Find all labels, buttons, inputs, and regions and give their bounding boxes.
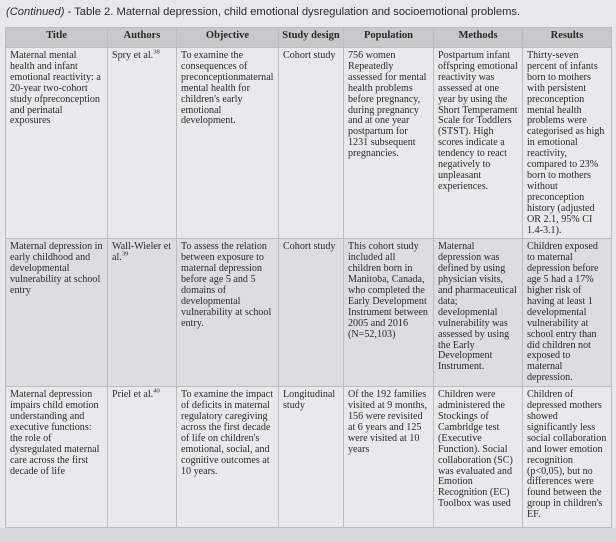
reference-number: 39: [121, 250, 129, 258]
cell-title: Maternal depression in early childhood and developmental vulnerability at school entry: [6, 239, 108, 387]
cell-objective: To examine the consequences of preconceptionmaternal mental health for children's early emotional development.: [177, 48, 279, 239]
cell-results: Children exposed to maternal depression before age 5 had a 17% higher risk of having at least 1 developmental vulnerability at school entry than did children not exposed to maternal depression.: [523, 239, 612, 387]
cell-authors: [108, 48, 177, 239]
header-population: Population: [344, 28, 434, 48]
authors-name: Priel et al.: [112, 389, 154, 401]
cell-study-design: Cohort study: [279, 239, 344, 387]
cell-population: 756 women Repeatedly assessed for mental health problems before pregnancy, during pregnancy and at one year postpartum for 1231 subsequent pregnancies.: [344, 48, 434, 239]
cell-objective: To examine the impact of deficits in maternal regulatory caregiving across the first decade of life on children's emotional, social, and cognitive outcomes at 10 years.: [177, 387, 279, 528]
table-caption: [0, 0, 616, 27]
cell-title: Maternal mental health and infant emotional reactivity: a 20-year two-cohort study ofpreconception and perinatal exposures: [6, 48, 108, 239]
authors-name: Spry et al.: [112, 50, 154, 61]
cell-objective: To assess the relation between exposure to maternal depression before age 5 and 5 domains of developmental vulnerability at school entry.: [177, 239, 279, 387]
reference-number: 40: [153, 387, 160, 395]
table-title: - Table 2. Maternal depression, child emotional dysregulation and socioemotional problems.: [64, 6, 521, 18]
table-row: [6, 387, 612, 528]
header-authors: Authors: [108, 28, 177, 48]
data-table: [5, 27, 612, 528]
cell-authors: [108, 387, 177, 528]
page-bottom-divider: [0, 528, 616, 542]
reference-number: 38: [153, 48, 160, 56]
header-title: Title: [6, 28, 108, 48]
continued-label: (Continued): [6, 6, 65, 18]
table-header-row: [6, 28, 612, 48]
cell-results: Children of depressed mothers showed significantly less social collaboration and lower emotion recognition (p<0,05), but no differences were found between the group in children's EF.: [523, 387, 612, 528]
header-results: Results: [523, 28, 612, 48]
table-row: [6, 239, 612, 387]
cell-population: This cohort study included all children born in Manitoba, Canada, who completed the Early Development Instrument between 2005 and 2016 (N=52,103): [344, 239, 434, 387]
cell-results: Thirty-seven percent of infants born to mothers with persistent preconception mental health problems were categorised as high in emotional reactivity, compared to 23% born to mothers without preconception history (adjusted OR 2.1, 95% CI 1.4-3.1).: [523, 48, 612, 239]
cell-study-design: Longitudinal study: [279, 387, 344, 528]
cell-methods: Children were administered the Stockings of Cambridge test (Executive Function). Social collaboration (SC) was evaluated and Emotion Recognition (EC) Toolbox was used: [434, 387, 523, 528]
cell-methods: Maternal depression was defined by using physician visits, and pharmaceutical data; developmental vulnerability was assessed by using the Early Development Instrument.: [434, 239, 523, 387]
header-methods: Methods: [434, 28, 523, 48]
header-objective: Objective: [177, 28, 279, 48]
table-row: [6, 48, 612, 239]
authors-name: Wall-Wieler et al.: [112, 241, 172, 264]
cell-authors: [108, 239, 177, 387]
cell-population: Of the 192 families visited at 9 months, 156 were revisited at 6 years and 125 were visited at 10 years: [344, 387, 434, 528]
cell-study-design: Cohort study: [279, 48, 344, 239]
cell-methods: Postpartum infant offspring emotional reactivity was assessed at one year by using the Short Temperament Scale for Toddlers (STST). High scores indicate a tendency to react negatively to unpleasant experiences.: [434, 48, 523, 239]
header-study-design: Study design: [279, 28, 344, 48]
cell-title: Maternal depression impairs child emotion understanding and executive functions: the role of dysregulated maternal care across the first decade of life: [6, 387, 108, 528]
